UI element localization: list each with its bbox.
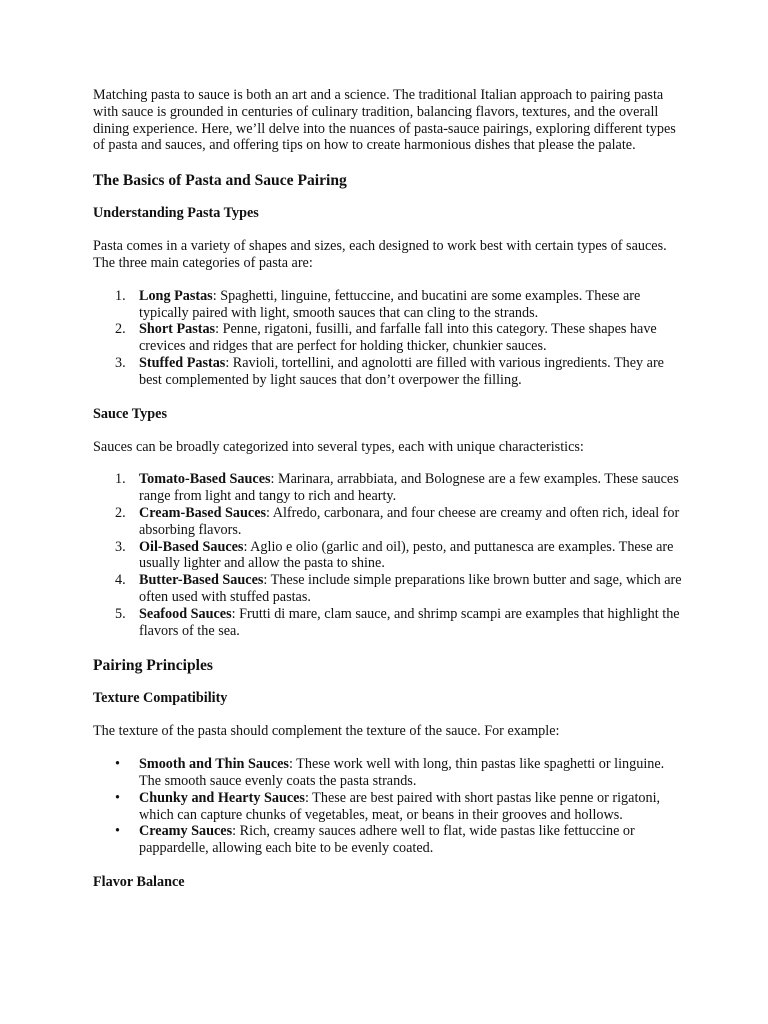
item-label: Long Pastas [139, 287, 213, 304]
sauce-types-list [93, 471, 683, 639]
list-item [93, 471, 683, 505]
item-text: : Marinara, arrabbiata, and Bolognese are a few examples. These sauces range from light and tangy to rich and hearty. [139, 471, 679, 505]
list-number: 1. [115, 471, 126, 488]
list-item [93, 288, 683, 322]
subheading-sauce-types: Sauce Types [93, 405, 167, 422]
intro-paragraph: Matching pasta to sauce is both an art and a science. The traditional Italian approach to pairing pasta with sauce is grounded in centuries of culinary tradition, balancing flavors, textures, and the overall dining experience. Here, we’ll delve into the nuances of pasta-sauce pairings, exploring different types of pasta and sauces, and offering tips on how to create harmonious dishes that please the palate. [93, 87, 676, 154]
item-label: Butter-Based Sauces [139, 572, 264, 589]
list-number: 2. [115, 504, 126, 521]
list-number: 3. [115, 354, 126, 371]
item-label: Chunky and Hearty Sauces [139, 789, 305, 806]
item-label: Tomato-Based Sauces [139, 471, 271, 488]
item-text: : Rich, creamy sauces adhere well to flat, wide pastas like fettuccine or pappardelle, allowing each bite to be evenly coated. [139, 823, 635, 857]
subheading-flavor-balance: Flavor Balance [93, 873, 185, 890]
list-number: 1. [115, 287, 126, 304]
list-item [93, 606, 683, 640]
list-number: 3. [115, 538, 126, 555]
item-text: : Alfredo, carbonara, and four cheese are creamy and often rich, ideal for absorbing flavors. [139, 504, 680, 538]
item-label: Short Pastas [139, 321, 216, 338]
list-number: 5. [115, 605, 126, 622]
section-heading-principles: Pairing Principles [93, 657, 213, 675]
list-item [93, 572, 683, 606]
list-item [93, 790, 683, 824]
texture-intro: The texture of the pasta should complement the texture of the sauce. For example: [93, 723, 560, 740]
list-number: 2. [115, 321, 126, 338]
bullet-icon: • [115, 789, 120, 806]
list-item [93, 355, 683, 389]
subheading-pasta-types: Understanding Pasta Types [93, 205, 259, 222]
bullet-icon: • [115, 823, 120, 840]
item-text: : Frutti di mare, clam sauce, and shrimp scampi are examples that highlight the flavors of the sea. [139, 605, 680, 639]
subheading-texture: Texture Compatibility [93, 690, 228, 707]
item-text: : Ravioli, tortellini, and agnolotti are filled with various ingredients. They are best complemented by light sauces that don’t overpower the filling. [139, 354, 664, 388]
list-item [93, 321, 683, 355]
item-text: : Aglio e olio (garlic and oil), pesto, and puttanesca are examples. These are usually lighter and allow the pasta to shine. [139, 538, 674, 572]
item-label: Oil-Based Sauces [139, 538, 244, 555]
item-label: Cream-Based Sauces [139, 504, 267, 521]
item-label: Creamy Sauces [139, 823, 233, 840]
list-item [93, 539, 683, 573]
document-page [93, 87, 683, 891]
section-heading-basics: The Basics of Pasta and Sauce Pairing [93, 172, 347, 190]
texture-list [93, 756, 683, 857]
item-label: Smooth and Thin Sauces [139, 756, 289, 773]
item-text: : Penne, rigatoni, fusilli, and farfalle fall into this category. These shapes have crevices and ridges that are perfect for holding thicker, chunkier sauces. [139, 321, 657, 355]
pasta-types-list [93, 288, 683, 389]
item-text: : Spaghetti, linguine, fettuccine, and bucatini are some examples. These are typically paired with light, smooth sauces that can cling to the strands. [139, 287, 641, 321]
item-label: Stuffed Pastas [139, 354, 226, 371]
pasta-types-intro: Pasta comes in a variety of shapes and sizes, each designed to work best with certain types of sauces. The three main categories of pasta are: [93, 238, 667, 271]
list-number: 4. [115, 572, 126, 589]
item-text: : These are best paired with short pastas like penne or rigatoni, which can capture chunks of vegetables, meat, or beans in their grooves and hollows. [139, 789, 661, 823]
bullet-icon: • [115, 756, 120, 773]
item-label: Seafood Sauces [139, 605, 232, 622]
item-text: : These include simple preparations like brown butter and sage, which are often used with stuffed pastas. [139, 572, 682, 605]
item-text: : These work well with long, thin pastas like spaghetti or linguine. The smooth sauce evenly coats the pasta strands. [139, 756, 665, 789]
list-item [93, 505, 683, 539]
sauce-types-intro: Sauces can be broadly categorized into several types, each with unique characteristics: [93, 438, 584, 455]
list-item [93, 756, 683, 790]
list-item [93, 823, 683, 857]
